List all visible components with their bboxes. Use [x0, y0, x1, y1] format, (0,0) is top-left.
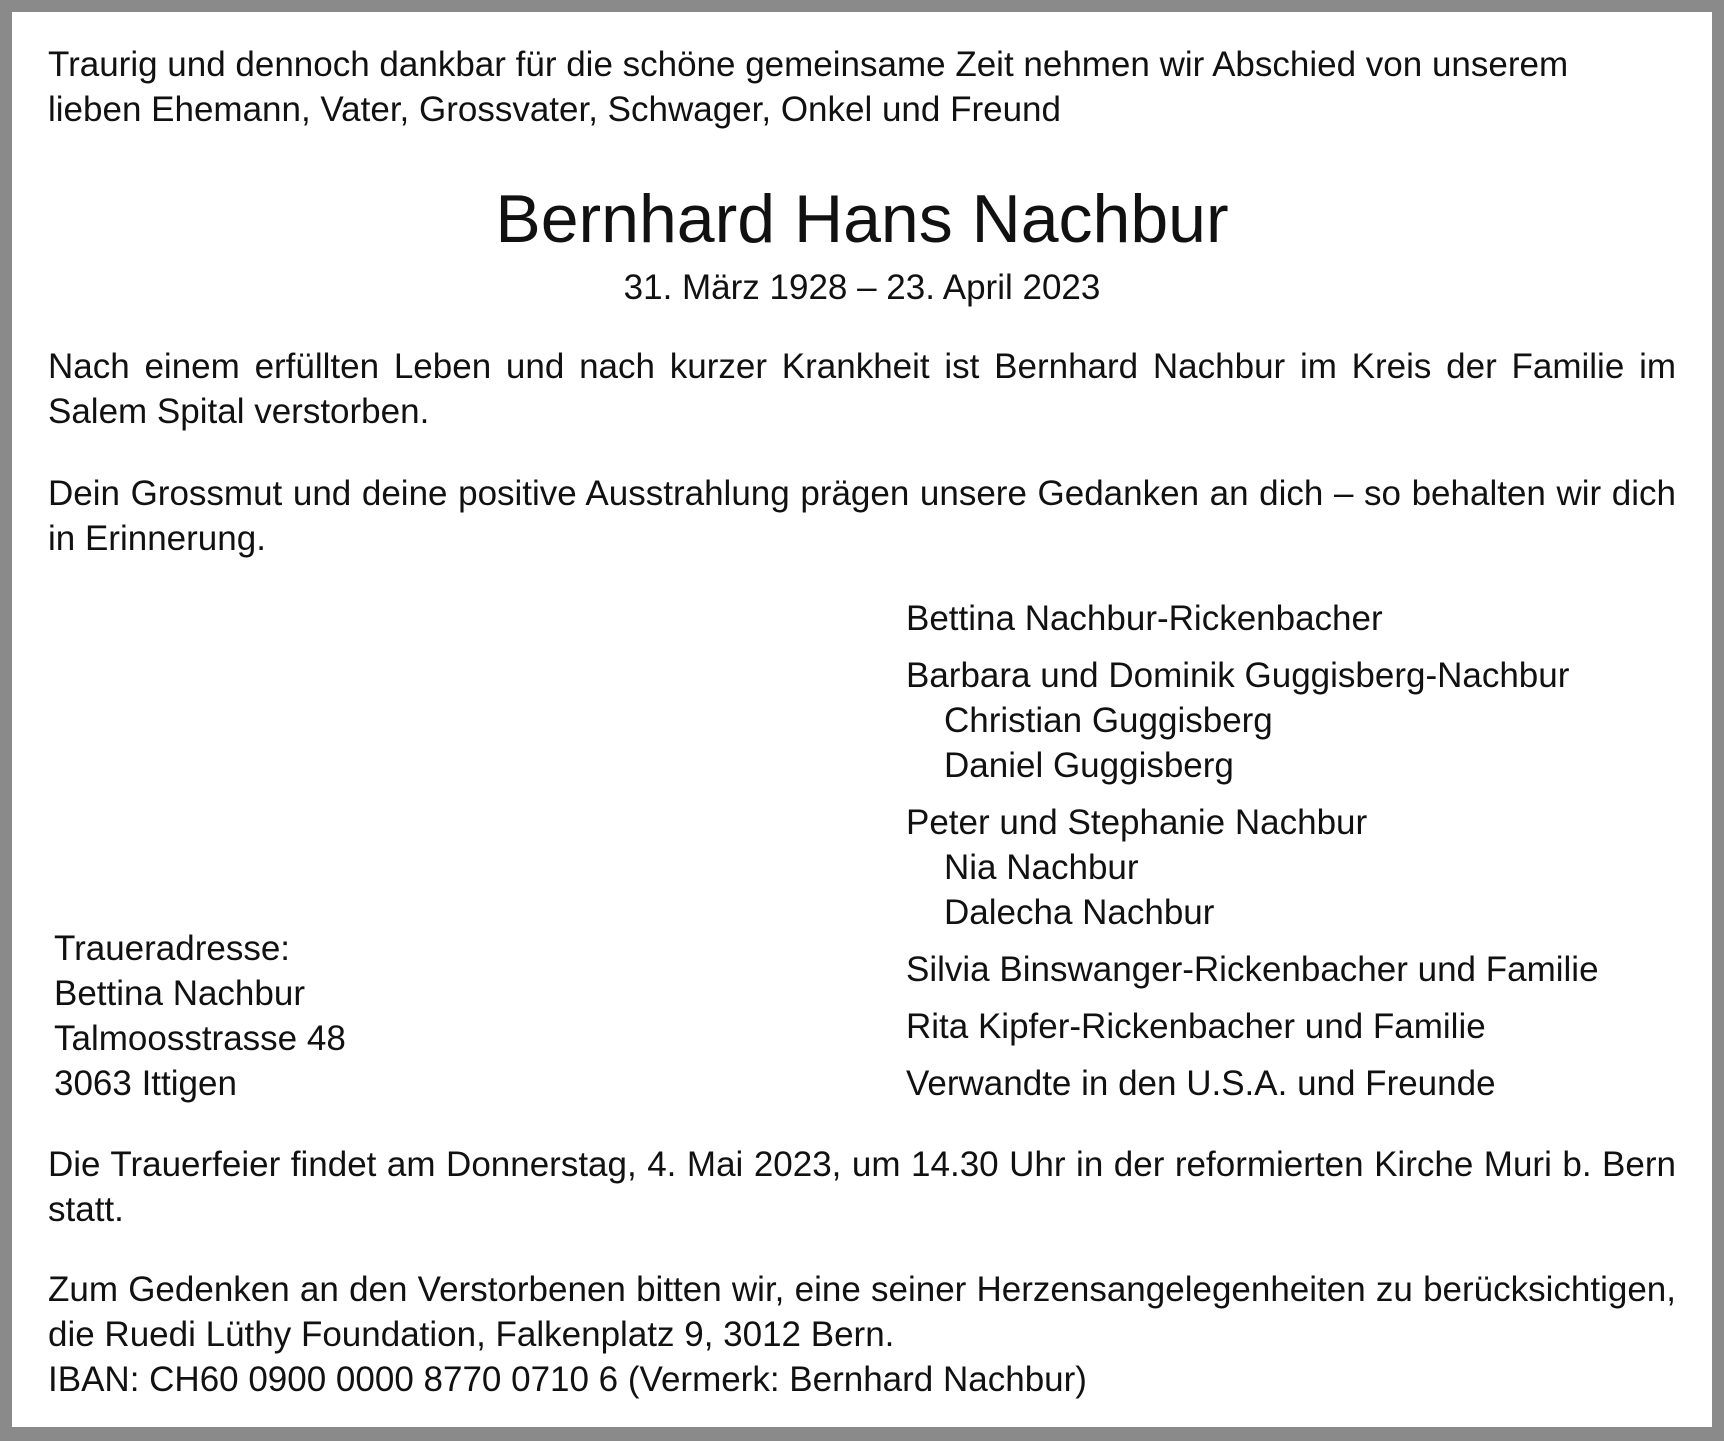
mourner-main: Silvia Binswanger-Rickenbacher und Familie — [906, 950, 1599, 989]
intro-text — [48, 42, 1568, 132]
mourner-main: Bettina Nachbur-Rickenbacher — [906, 599, 1383, 638]
intro-line-2: lieben Ehemann, Vater, Grossvater, Schwager, Onkel und Freund — [48, 90, 1061, 129]
address-name: Bettina Nachbur — [54, 974, 305, 1013]
deceased-name: Bernhard Hans Nachbur — [495, 181, 1229, 257]
intro-line-1: Traurig und dennoch dankbar für die schöne gemeinsame Zeit nehmen wir Abschied von unserem — [48, 45, 1569, 84]
mourner-group — [906, 800, 1686, 935]
donation-info — [48, 1267, 1676, 1402]
mourner-group — [906, 1061, 1686, 1106]
life-dates: 31. März 1928 – 23. April 2023 — [623, 268, 1101, 307]
mourner-main: Verwandte in den U.S.A. und Freunde — [906, 1064, 1496, 1103]
mourner-main: Barbara und Dominik Guggisberg-Nachbur — [906, 656, 1570, 695]
mourning-address — [54, 926, 346, 1106]
mourner-main: Peter und Stephanie Nachbur — [906, 803, 1368, 842]
donation-iban: IBAN: CH60 0900 0000 8770 0710 6 (Vermerk: Bernhard Nachbur) — [48, 1360, 1087, 1399]
mourner-group — [906, 653, 1686, 788]
donation-text: Zum Gedenken an den Verstorbenen bitten wir, eine seiner Herzensangelegenheiten zu berücksichtigen, die Ruedi Lüthy Foundation, Falkenplatz 9, 3012 Bern. — [48, 1270, 1676, 1354]
paragraph-passing: Nach einem erfüllten Leben und nach kurzer Krankheit ist Bernhard Nachbur im Kreis der Familie im Salem Spital verstorben. — [48, 347, 1676, 431]
mourner-main: Rita Kipfer-Rickenbacher und Familie — [906, 1007, 1486, 1046]
address-city: 3063 Ittigen — [54, 1064, 237, 1103]
mourners-list — [906, 596, 1686, 1118]
mourner-child: Dalecha Nachbur — [944, 893, 1215, 932]
ceremony-info: Die Trauerfeier findet am Donnerstag, 4. Mai 2023, um 14.30 Uhr in der reformierten Kirche Muri b. Bern statt. — [48, 1145, 1676, 1229]
mourner-group — [906, 596, 1686, 641]
mourner-group — [906, 1004, 1686, 1049]
mourner-child: Christian Guggisberg — [944, 701, 1273, 740]
paragraph-remembrance: Dein Grossmut und deine positive Ausstrahlung prägen unsere Gedanken an dich – so behalten wir dich in Erinnerung. — [48, 474, 1676, 558]
address-label: Traueradresse: — [54, 929, 291, 968]
mourner-child: Nia Nachbur — [944, 848, 1139, 887]
mourner-group — [906, 947, 1686, 992]
mourner-child: Daniel Guggisberg — [944, 746, 1234, 785]
address-street: Talmoosstrasse 48 — [54, 1019, 346, 1058]
